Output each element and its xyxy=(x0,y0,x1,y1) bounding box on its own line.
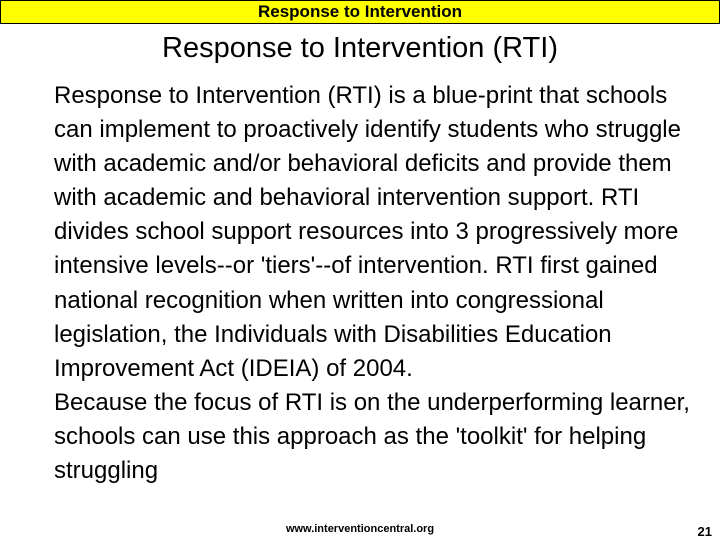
header-label: Response to Intervention xyxy=(257,2,463,21)
body-paragraph: Response to Intervention (RTI) is a blue-print that schools can implement to proactively identify students who struggle with academic and/or behavioral deficits and provide them with academic and behavioral intervention support. RTI divides school support resources into 3 progressively more intensive levels--or 'tiers'--of intervention. RTI first gained national recognition when written into congressional legislation, the Individuals with Disabilities Education Improvement Act (IDEIA) of 2004. xyxy=(54,82,681,382)
footer-url: www.interventioncentral.org xyxy=(285,523,435,535)
header-banner xyxy=(0,0,720,24)
slide-body xyxy=(54,79,704,488)
body-paragraph: Because the focus of RTI is on the underperforming learner, schools can use this approach as the 'toolkit' for helping struggling xyxy=(54,388,690,485)
page-number: 21 xyxy=(697,524,712,539)
slide-title: Response to Intervention (RTI) xyxy=(162,32,558,64)
